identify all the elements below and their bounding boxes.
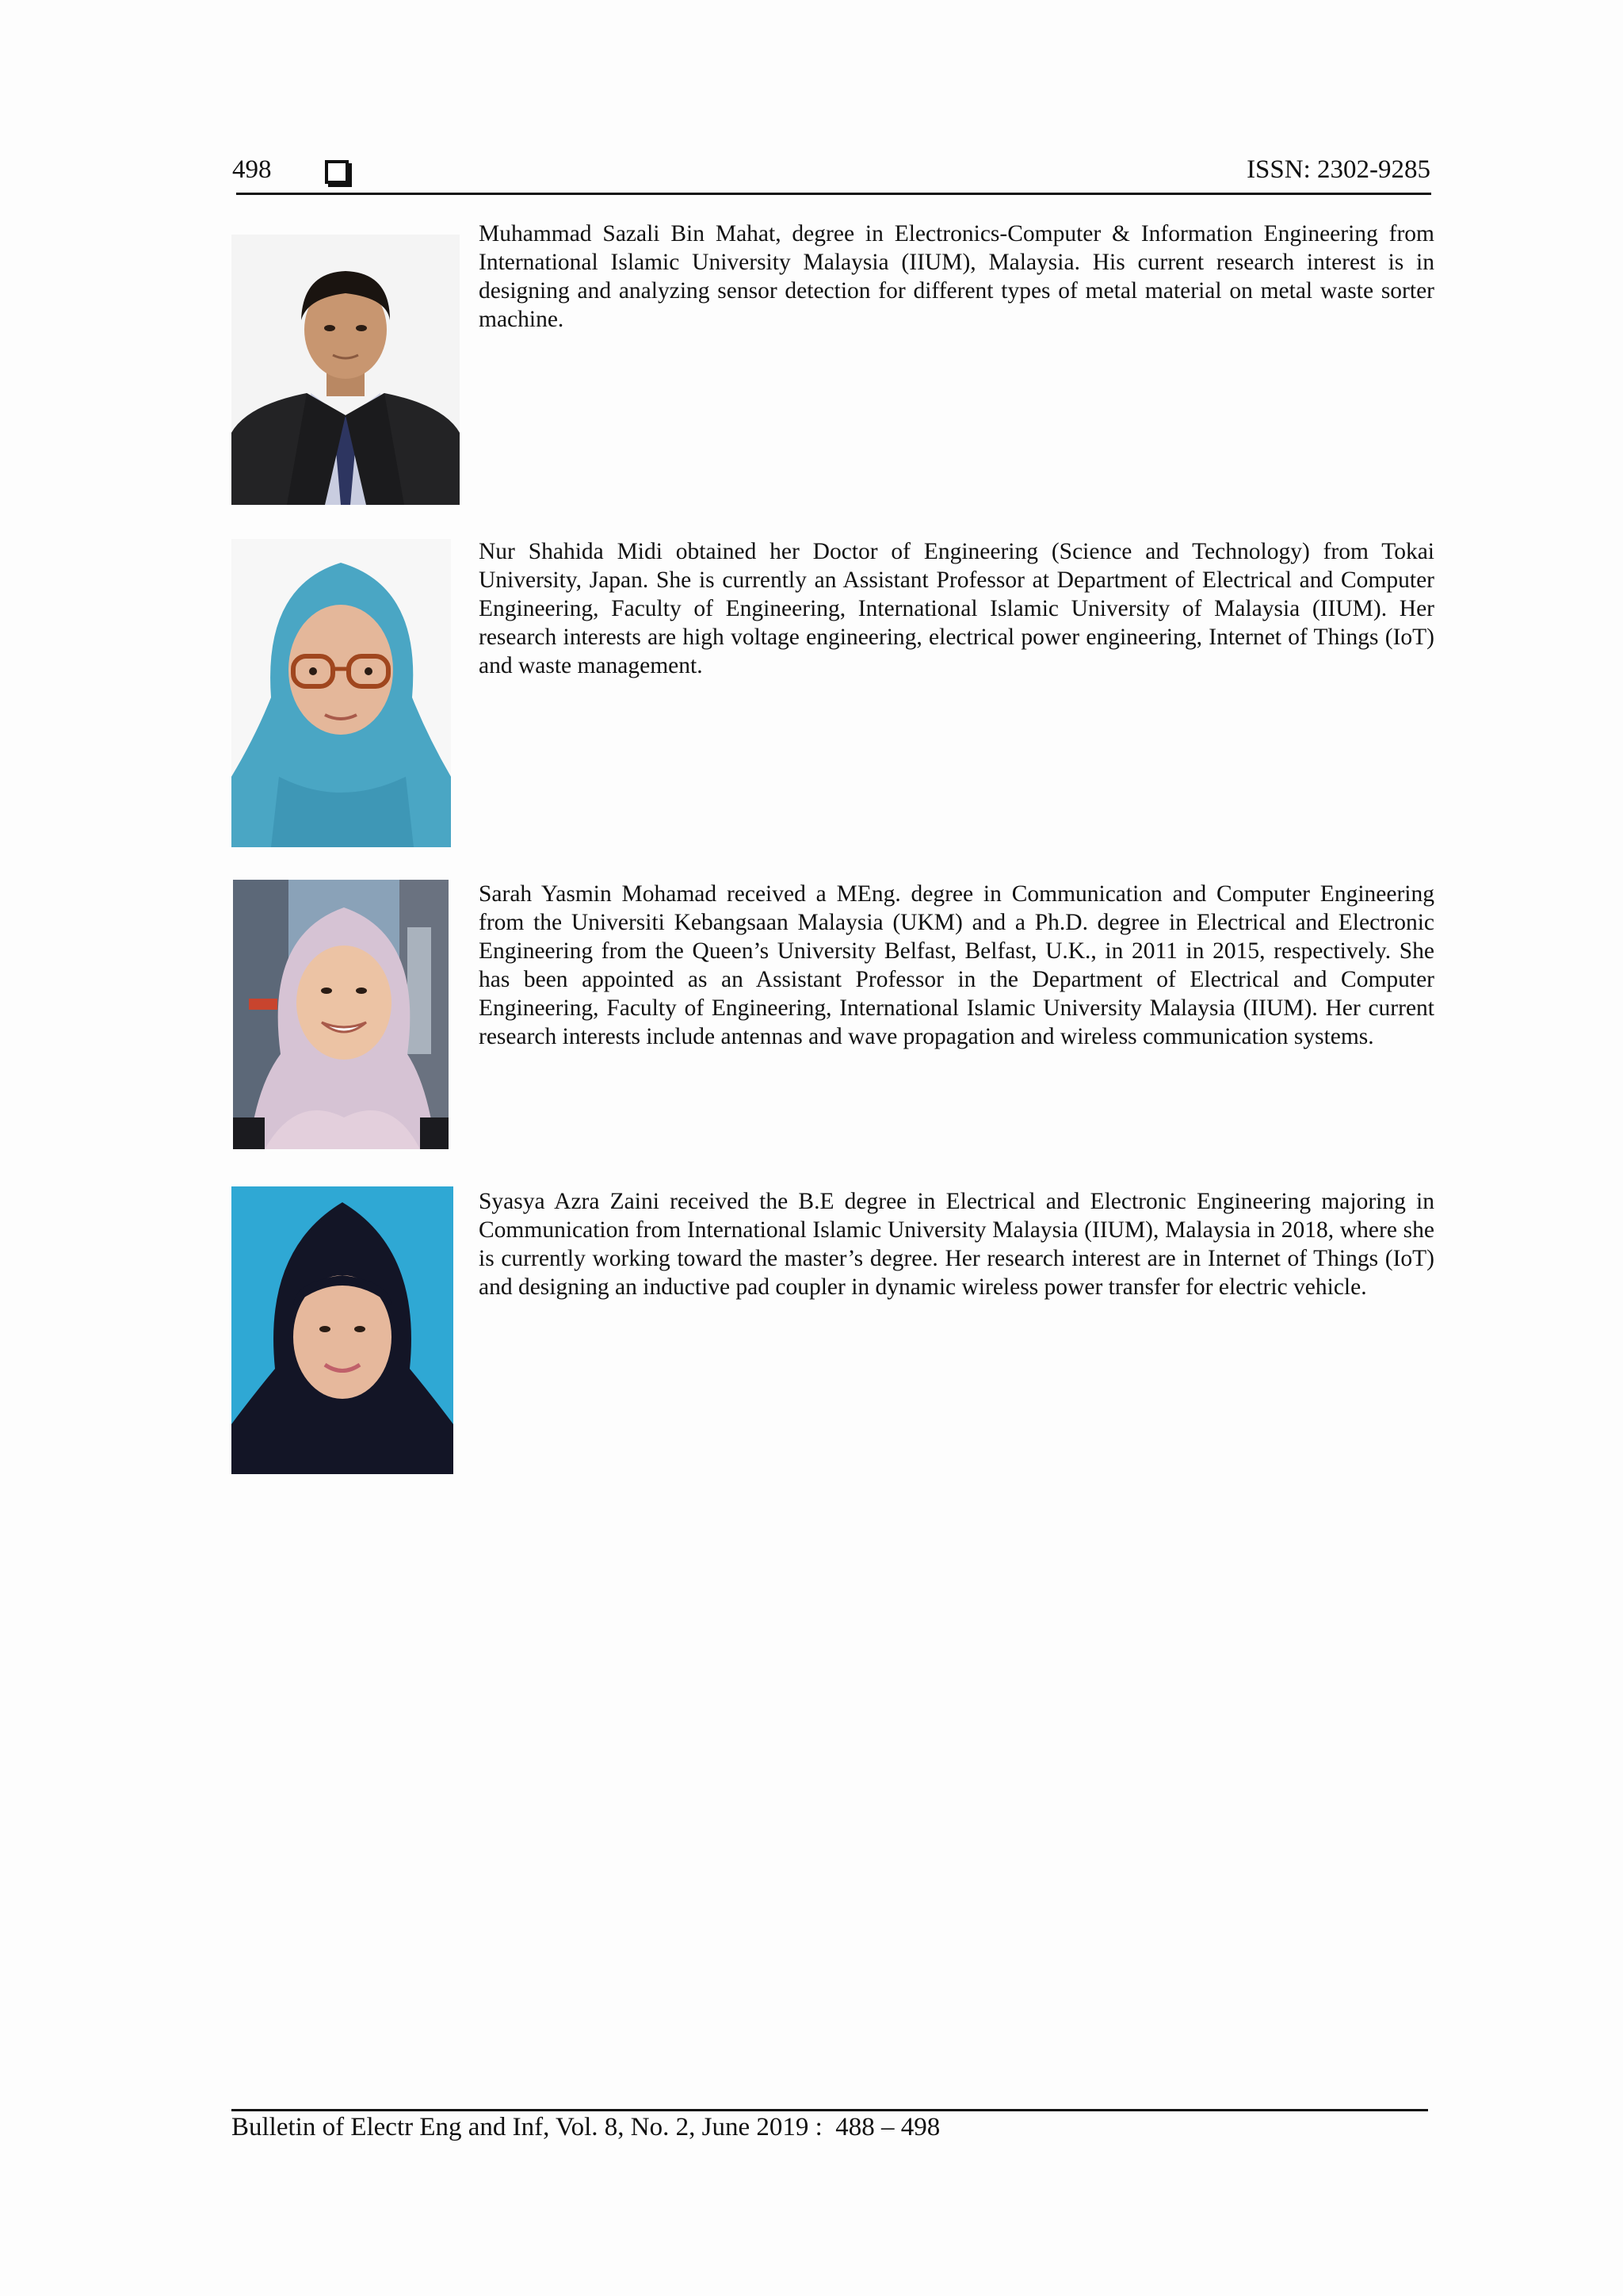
page-number: 498 [232,155,272,184]
author-photo-3 [233,880,449,1149]
author-photo-4 [231,1186,453,1474]
author-bio-4: Syasya Azra Zaini received the B.E degree in Electrical and Electronic Engineering majoring in Communication from International Islamic University Malaysia (IIUM), Malaysia in 2018, where she is currently working toward the master’s degree. Her research interest are in Internet of Things (IoT) and designing an inductive pad coupler in dynamic wireless power transfer for electric vehicle. [479,1189,1434,1300]
author-bio-2: Nur Shahida Midi obtained her Doctor of Engineering (Science and Technology) from Tokai University, Japan. She is currently an Assistant Professor at Department of Electrical and Computer Engineering, Faculty of Engineering, International Islamic University of Malaysia (IIUM). Her research interests are high voltage engineering, electrical power engineering, Internet of Things (IoT) and waste management. [479,539,1434,678]
square-bullet-icon [325,160,349,184]
author-photo-1 [231,235,460,505]
author-bio-1: Muhammad Sazali Bin Mahat, degree in Electronics-Computer & Information Engineering from International Islamic University Malaysia (IIUM), Malaysia. His current research interest is in designing and analyzing sensor detection for different types of metal material on metal waste sorter machine. [479,221,1434,332]
footer-citation: Bulletin of Electr Eng and Inf, Vol. 8, No. 2, June 2019 : 488 – 498 [231,2113,941,2141]
issn-label: ISSN: 2302-9285 [1247,155,1430,184]
author-bio-3: Sarah Yasmin Mohamad received a MEng. degree in Communication and Computer Engineering from the Universiti Kebangsaan Malaysia (UKM) and a Ph.D. degree in Electrical and Electronic Engineering from the Queen’s University Belfast, Belfast, U.K., in 2011 in 2015, respectively. She has been appointed as an Assistant Professor in the Department of Electrical and Computer Engineering, Faculty of Engineering, International Islamic University Malaysia (IIUM). Her current research interests include antennas and wave propagation and wireless communication systems. [479,881,1434,1049]
header-rule [236,193,1431,195]
author-photo-2 [231,539,451,847]
